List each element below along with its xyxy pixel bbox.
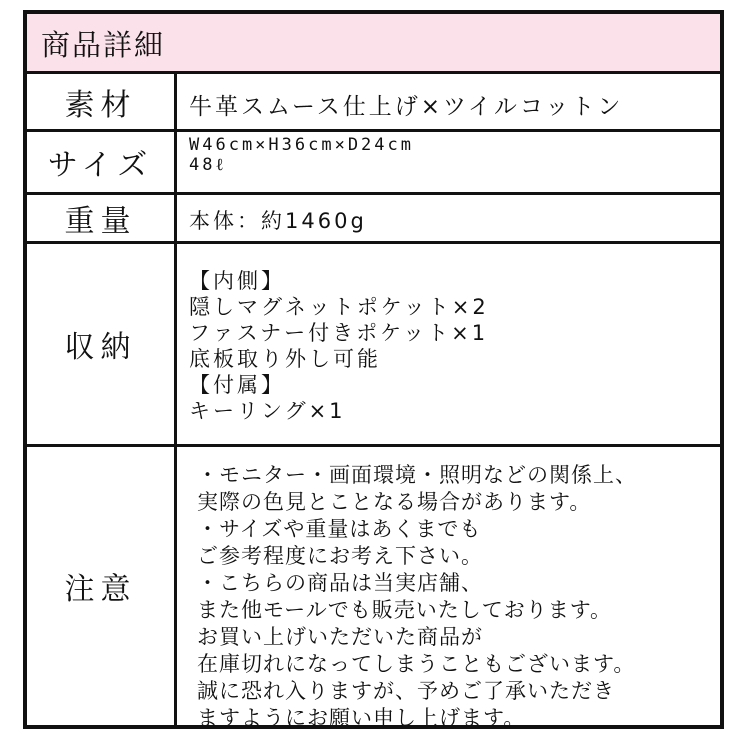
- weight-row: [27, 195, 720, 244]
- storage-line: 底板取り外し可能: [189, 347, 381, 371]
- material-value: 牛革スムース仕上げ×ツイルコットン: [189, 94, 624, 120]
- title-bar: [27, 14, 720, 74]
- product-detail-table: [23, 10, 724, 729]
- size-label: サイズ: [27, 132, 177, 192]
- notes-line: 実際の色見とことなる場合があります。: [197, 490, 592, 514]
- size-capacity: 48ℓ: [189, 155, 227, 175]
- weight-value: 本体：約1460g: [189, 209, 367, 233]
- notes-row: [27, 447, 720, 730]
- notes-value: [177, 447, 720, 730]
- storage-row: [27, 244, 720, 447]
- material-row: [27, 74, 720, 132]
- notes-line: ご参考程度にお考え下さい。: [197, 544, 483, 568]
- notes-line: また他モールでも販売いたしております。: [197, 598, 613, 622]
- notes-line: ・こちらの商品は当実店舗、: [197, 571, 483, 595]
- storage-label: 収納: [27, 244, 177, 444]
- size-value: [177, 132, 720, 192]
- storage-line: ファスナー付きポケット×1: [189, 321, 489, 345]
- storage-line: 【付属】: [189, 373, 285, 397]
- storage-line: 【内側】: [189, 269, 285, 293]
- size-row: [27, 132, 720, 195]
- notes-line: ・モニター・画面環境・照明などの関係上、: [197, 463, 637, 487]
- storage-value: [177, 244, 720, 444]
- size-dimensions: W46cm×H36cm×D24cm: [189, 135, 414, 155]
- storage-line: 隠しマグネットポケット×2: [189, 295, 489, 319]
- page-title: 商品詳細: [41, 28, 166, 62]
- notes-line: ・サイズや重量はあくまでも: [197, 517, 482, 541]
- notes-line: お買い上げいただいた商品が: [197, 625, 483, 649]
- notes-label: 注意: [27, 447, 177, 725]
- notes-line: 在庫切れになってしまうこともございます。: [197, 652, 636, 676]
- notes-line: 誠に恐れ入りますが、予めご了承いただき: [197, 679, 615, 703]
- storage-line: キーリング×1: [189, 399, 346, 423]
- material-label: 素材: [27, 74, 177, 129]
- weight-label: 重量: [27, 195, 177, 241]
- notes-line: ますようにお願い申し上げます。: [197, 706, 526, 730]
